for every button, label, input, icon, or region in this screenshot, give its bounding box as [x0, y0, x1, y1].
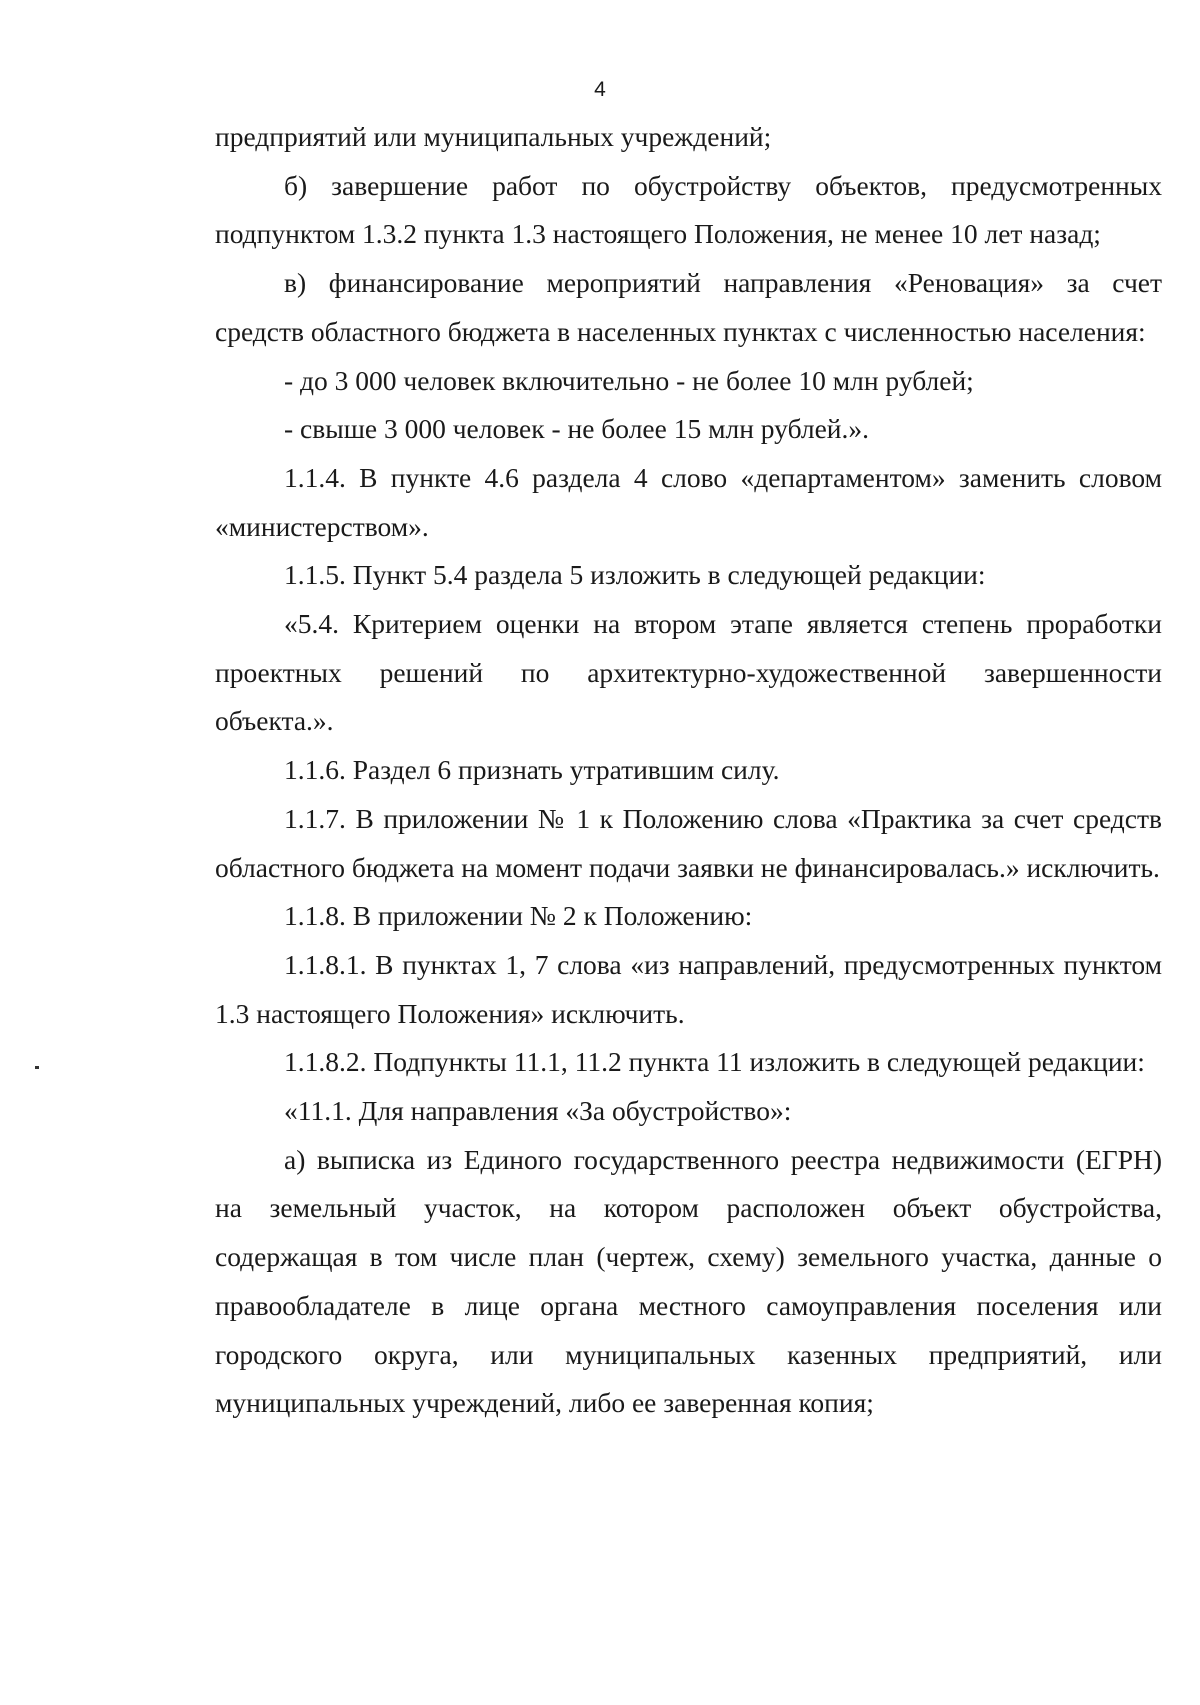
paragraph: а) выписка из Единого государственного реестра недвижимости (ЕГРН) на земельный участок, на котором расположен объект обустройства, содержащая в том числе план (чертеж, схему) земельного участка, данные о правообладателе в лице органа местного самоуправления поселения или городского округа, или муниципальных казенных предприятий, или муниципальных учреждений, либо ее заверенная копия; [215, 1143, 1162, 1419]
page-number: 4 [594, 78, 606, 101]
paragraph: 1.1.6. Раздел 6 признать утратившим силу. [284, 754, 780, 786]
paragraph: «5.4. Критерием оценки на втором этапе является степень проработки проектных решений по архитектурно-художественной завершенности объекта.». [215, 608, 1162, 737]
paragraph: 1.1.8.2. Подпункты 11.1, 11.2 пункта 11 изложить в следующей редакции: [284, 1046, 1145, 1078]
paragraph: - до 3 000 человек включительно - не более 10 млн рублей; [284, 364, 974, 396]
paragraph: 1.1.4. В пункте 4.6 раздела 4 слово «департаментом» заменить словом «министерством». [215, 461, 1162, 542]
paragraph: 1.1.7. В приложении № 1 к Положению слова «Практика за счет средств областного бюджета на момент подачи заявки не финансировалась.» исключить. [215, 802, 1162, 883]
paragraph: 1.1.8.1. В пунктах 1, 7 слова «из направлений, предусмотренных пунктом 1.3 настоящего Положения» исключить. [215, 948, 1162, 1029]
paragraph: предприятий или муниципальных учреждений; [215, 121, 772, 152]
paragraph: в) финансирование мероприятий направления «Реновация» за счет средств областного бюджета в населенных пунктах с численностью населения: [215, 267, 1162, 347]
paragraph: б) завершение работ по обустройству объектов, предусмотренных подпунктом 1.3.2 пункта 1.3 настоящего Положения, не менее 10 лет назад; [215, 169, 1162, 250]
paragraph: 1.1.5. Пункт 5.4 раздела 5 изложить в следующей редакции: [284, 559, 986, 591]
paragraph: - свыше 3 000 человек - не более 15 млн рублей.». [284, 413, 870, 445]
paragraph: 1.1.8. В приложении № 2 к Положению: [284, 900, 753, 932]
paragraph: «11.1. Для направления «За обустройство»: [284, 1095, 792, 1127]
document-body [215, 113, 1162, 1428]
scan-mark [35, 1066, 39, 1069]
